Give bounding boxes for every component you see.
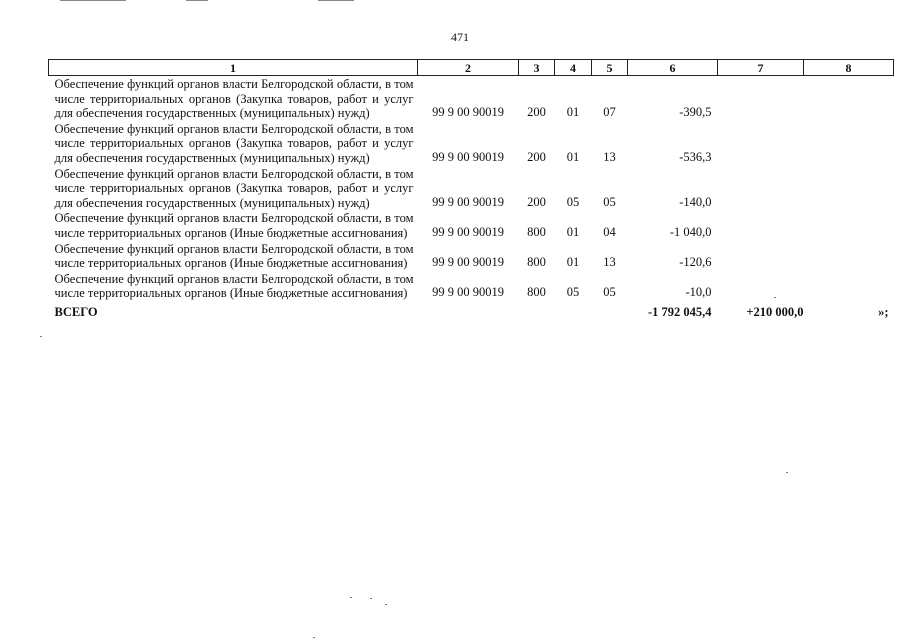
row-col-4: 05 (566, 194, 580, 209)
header-col-5: 5 (592, 60, 628, 76)
scan-speck (786, 472, 788, 473)
table-row (49, 241, 894, 271)
row-col-3: 800 (527, 285, 546, 300)
scan-speck (774, 297, 776, 298)
row-col-4: 01 (566, 149, 580, 164)
row-col-3: 200 (527, 105, 546, 120)
row-col-8 (804, 210, 894, 240)
budget-table (48, 59, 894, 320)
header-row (49, 60, 894, 76)
page-number: 471 (451, 30, 469, 44)
row-col-8 (804, 121, 894, 166)
row-col-5: 13 (603, 255, 616, 270)
row-col-4: 05 (566, 285, 580, 300)
row-col-7 (718, 76, 804, 121)
header-col-2: 2 (418, 60, 519, 76)
header-col-7: 7 (718, 60, 804, 76)
row-col-7 (718, 121, 804, 166)
row-col-5: 07 (603, 105, 616, 120)
row-description: Обеспечение функций органов власти Белгородской области, в том числе территориальных органов (Иные бюджетные ассигнования) (54, 271, 414, 301)
row-col-6: -10,0 (685, 285, 712, 300)
scan-speck (313, 637, 315, 638)
closing-quote: »; (878, 305, 889, 320)
row-description: Обеспечение функций органов власти Белгородской области, в том числе территориальных органов (Закупка товаров, работ и услуг для обеспечения государственных (муниципальных) нужд) (54, 166, 414, 210)
header-col-4: 4 (555, 60, 592, 76)
row-col-8 (804, 166, 894, 211)
row-code: 99 9 00 90019 (432, 224, 504, 239)
row-col-7 (718, 166, 804, 211)
table-row (49, 166, 894, 211)
row-col-7 (718, 210, 804, 240)
row-code: 99 9 00 90019 (432, 255, 504, 270)
row-description: Обеспечение функций органов власти Белгородской области, в том числе территориальных органов (Закупка товаров, работ и услуг для обеспечения государственных (муниципальных) нужд) (54, 121, 414, 165)
row-col-5: 13 (603, 149, 616, 164)
row-col-3: 800 (527, 224, 546, 239)
scan-speck (370, 598, 372, 599)
row-code: 99 9 00 90019 (432, 194, 504, 209)
row-col-7 (718, 271, 804, 301)
scan-speck (350, 597, 352, 598)
total-col-7: +210 000,0 (746, 305, 804, 320)
table-row (49, 271, 894, 301)
row-description: Обеспечение функций органов власти Белгородской области, в том числе территориальных органов (Иные бюджетные ассигнования) (54, 211, 414, 240)
scan-top-marks (60, 0, 380, 4)
scan-speck (40, 336, 42, 337)
scan-speck (385, 604, 387, 605)
row-code: 99 9 00 90019 (432, 149, 504, 164)
row-col-4: 01 (566, 255, 580, 270)
table-row (49, 210, 894, 240)
row-col-8 (804, 271, 894, 301)
header-col-8: 8 (804, 60, 894, 76)
table-row (49, 76, 894, 121)
row-col-6: -536,3 (679, 149, 712, 164)
row-col-5: 05 (603, 285, 616, 300)
row-col-6: -1 040,0 (669, 224, 712, 239)
row-col-4: 01 (566, 224, 580, 239)
row-col-3: 800 (527, 255, 546, 270)
row-col-3: 200 (527, 149, 546, 164)
header-col-1: 1 (49, 60, 418, 76)
row-col-8 (804, 241, 894, 271)
row-col-5: 05 (603, 194, 616, 209)
table-row (49, 121, 894, 166)
row-col-6: -390,5 (679, 105, 712, 120)
row-col-6: -140,0 (679, 194, 712, 209)
row-col-3: 200 (527, 194, 546, 209)
row-col-8 (804, 76, 894, 121)
row-description: Обеспечение функций органов власти Белгородской области, в том числе территориальных органов (Закупка товаров, работ и услуг для обеспечения государственных (муниципальных) нужд) (54, 77, 414, 121)
row-col-6: -120,6 (679, 255, 712, 270)
header-col-3: 3 (519, 60, 555, 76)
row-col-5: 04 (603, 224, 616, 239)
row-col-4: 01 (566, 105, 580, 120)
total-col-6: -1 792 045,4 (647, 305, 712, 320)
header-col-6: 6 (628, 60, 718, 76)
row-col-7 (718, 241, 804, 271)
row-code: 99 9 00 90019 (432, 285, 504, 300)
total-label: ВСЕГО (54, 305, 98, 320)
row-code: 99 9 00 90019 (432, 105, 504, 120)
row-description: Обеспечение функций органов власти Белгородской области, в том числе территориальных органов (Иные бюджетные ассигнования) (54, 241, 414, 271)
total-row (49, 301, 894, 320)
